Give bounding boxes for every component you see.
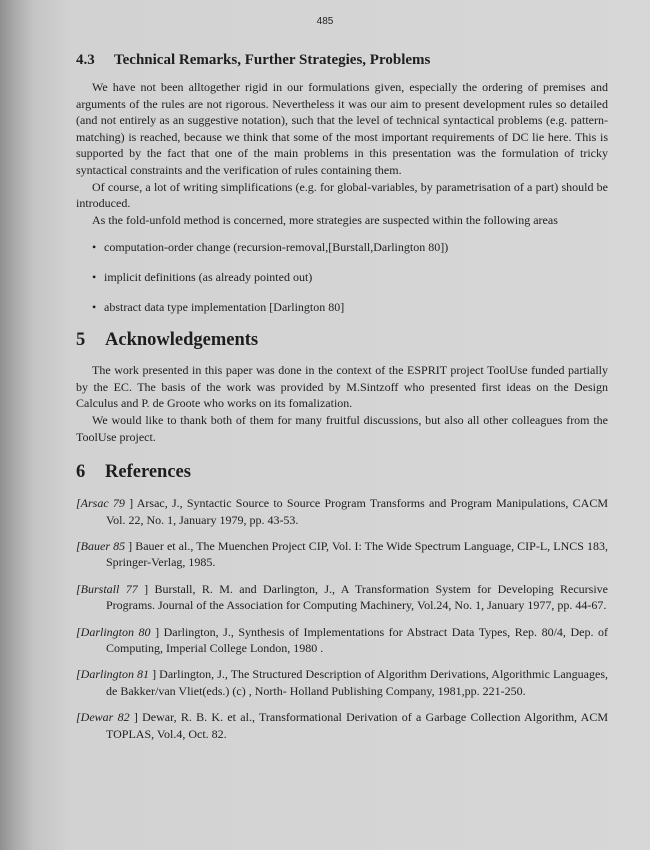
- reference-text: ] Burstall, R. M. and Darlington, J., A Transformation System for Developing Recursive Programs. Journal of the Association for Computing Machinery, Vol.24, No. 1, January 1977, pp. 44-67.: [106, 581, 608, 613]
- reference-text: ] Darlington, J., Synthesis of Implementations for Abstract Data Types, Rep. 80/4, Dep. of Computing, Imperial College London, 1980 .: [106, 624, 608, 655]
- page-content: [76, 52, 608, 752]
- reference-entry: [76, 709, 608, 742]
- list-item-text: abstract data type implementation [Darlington 80]: [104, 299, 345, 314]
- reference-key: [Darlington 81: [76, 667, 150, 682]
- section-title: Acknowledgements: [105, 330, 259, 351]
- list-item: [92, 269, 608, 286]
- section-heading-5: [76, 330, 608, 351]
- bullet-icon: •: [92, 269, 97, 284]
- paragraph: We have not been alltogether rigid in our formulations given, especially the ordering of premises and arguments of the rules are not rigorous. Nevertheless it was our aim to present development rules so detailed (and not entirely as an suggestive notation), such that the level of technical syntactical problems (e.g. pattern-matching) is reached, because we think that some of the most important requirements of DC lie here. This is supported by the fact that one of the main problems in this presentation was the formulation of tricky syntactical constraints and the verification of rules containing them.: [76, 80, 608, 177]
- section-heading-4-3: [76, 52, 608, 69]
- reference-text: ] Bauer et al., The Muenchen Project CIP, Vol. I: The Wide Spectrum Language, CIP-L, LNCS 183, Springer-Verlag, 1985.: [106, 538, 608, 570]
- reference-text: ] Darlington, J., The Structured Description of Algorithm Derivations, Algorithmic Languages, de Bakker/van Vliet(eds.) (c) , North- Holland Publishing Company, 1981,pp. 221-250.: [106, 667, 608, 698]
- section-title: References: [105, 462, 191, 483]
- list-item: [92, 239, 608, 256]
- reference-list: [76, 495, 608, 742]
- paragraph: We would like to thank both of them for many fruitful discussions, but also all other colleagues from the ToolUse project.: [76, 412, 608, 444]
- section-number: 6: [76, 462, 86, 483]
- section-title: Technical Remarks, Further Strategies, Problems: [114, 52, 431, 68]
- reference-text: ] Arsac, J., Syntactic Source to Source Program Transforms and Program Manipulations, CACM Vol. 22, No. 1, January 1979, pp. 43-53.: [106, 496, 609, 527]
- paragraph: As the fold-unfold method is concerned, more strategies are suspected within the following areas: [92, 212, 558, 227]
- bullet-icon: •: [92, 299, 97, 314]
- reference-entry: [76, 581, 608, 614]
- paragraph: Of course, a lot of writing simplifications (e.g. for global-variables, by parametrisation of a part) should be introduced.: [76, 179, 608, 211]
- page-number: 485: [316, 16, 334, 27]
- reference-entry: [76, 624, 608, 657]
- reference-key: [Bauer 85: [76, 538, 126, 553]
- paragraph: The work presented in this paper was done in the context of the ESPRIT project ToolUse funded partially by the EC. The basis of the work was provided by M.Sintzoff who presented first ideas on the Design Calculus and P. de Groote who works on its fomalization.: [76, 363, 608, 411]
- list-item: [92, 299, 608, 316]
- reference-key: [Darlington 80: [76, 624, 151, 639]
- reference-entry: [76, 538, 608, 571]
- section-number: 5: [76, 330, 86, 351]
- reference-entry: [76, 495, 608, 528]
- bullet-icon: •: [92, 240, 97, 255]
- list-item-text: implicit definitions (as already pointed out): [104, 269, 313, 284]
- list-item-text: computation-order change (recursion-removal,[Burstall,Darlington 80]): [104, 240, 449, 255]
- reference-key: [Arsac 79: [76, 496, 125, 511]
- reference-text: ] Dewar, R. B. K. et al., Transformational Derivation of a Garbage Collection Algorithm, ACM TOPLAS, Vol.4, Oct. 82.: [106, 710, 608, 741]
- reference-entry: [76, 666, 608, 699]
- strategy-list: [76, 239, 608, 315]
- section-heading-6: [76, 462, 608, 483]
- reference-key: [Burstall 77: [76, 581, 138, 596]
- section-number: 4.3: [76, 52, 95, 68]
- reference-key: [Dewar 82: [76, 710, 130, 725]
